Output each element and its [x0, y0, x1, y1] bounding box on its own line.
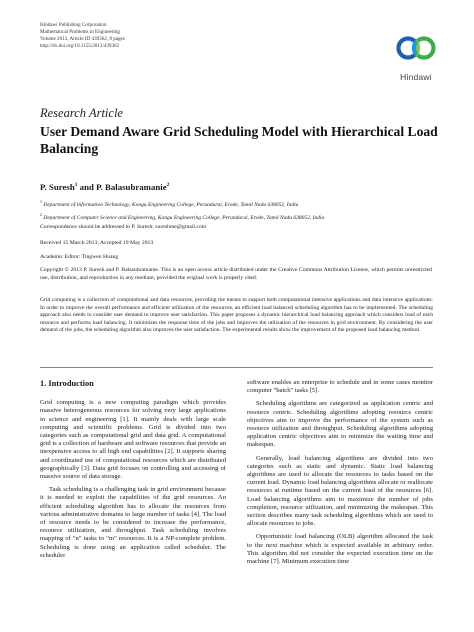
correspondence: Correspondence should be addressed to P. Suresh; sureshme@gmail.com: [40, 224, 207, 230]
paragraph: Grid computing is a new computing paradigm which provides massive heterogeneous resources for solving very large applications in science and engineering [1]. It mainly deals with large scale computing and scientific problems. Grid is divided into two categories such as computational grid and data grid. A computational grid is a collection of hardware and software resources that provide an inexpensive access to all high end capabilities [2]. It supports sharing and coordinated use of computational resources which are distributed geographically [3]. Data grid focuses on controlling and accessing of massive source of data storage.: [40, 399, 226, 481]
publisher-line: Hindawi Publishing Corporation: [40, 22, 107, 28]
paper-title: User Demand Aware Grid Scheduling Model with Hierarchical Load Balancing: [40, 124, 438, 156]
academic-editor: Academic Editor: Tingwen Huang: [40, 254, 119, 260]
affiliation-text: Department of Computer Science and Engineering, Kongu Engineering College, Perundurai, Erode, Tamil Nadu 638052, India: [43, 214, 325, 221]
article-type: Research Article: [40, 106, 123, 120]
author-affiliation-mark: 1: [74, 182, 78, 189]
author-list: [40, 182, 169, 192]
hindawi-logo-text: Hindawi: [400, 72, 432, 82]
paragraph: Opportunistic load balancing (OLB) algorithm allocated the task to the next machine which is expected available in arbitrary order. This algorithm did not consider the expected execution time on the machine [7]. Minimum execution time: [247, 533, 433, 566]
hindawi-logo: [391, 34, 441, 84]
received-dates: Received 15 March 2013; Accepted 19 May 2013: [40, 240, 154, 246]
author-name: P. Balasubramanie: [96, 182, 167, 192]
right-column: [247, 379, 433, 566]
affiliation-mark: 1: [40, 199, 42, 204]
copyright-notice: Copyright © 2013 P. Suresh and P. Balasubramanie. This is an open access article distributed under the Creative Commons Attribution License, which permits unrestricted use, distribution, and reproduction in any medium, provided the original work is properly cited.: [40, 267, 432, 281]
author-affiliation-mark: 2: [166, 182, 170, 189]
section-divider: [40, 367, 433, 368]
journal-header: [40, 22, 340, 50]
abstract: Grid computing is a collection of computational and data resources, providing the means to support both computational intensive applications and data intensive applications. In order to improve the overall performance and efficient utilization of the resources, an efficient load balanced scheduling algorithm has to be implemented. The scheduling approach also needs to consider user demand to improve user satisfaction. This paper proposes a dynamic hierarchical load balancing approach which considers load of each resource and performs load balancing. It minimizes the response time of the jobs and improves the utilization of the resources in grid environment. By considering the user demand of the jobs, the scheduling algorithm also improves the user satisfaction. The experimental results show the improvement of the proposed load balancing method.: [40, 297, 433, 334]
paragraph: software enables an enterprise to schedule and in some cases monitor computer "batch" tasks [5].: [247, 379, 433, 395]
paragraph: Generally, load balancing algorithms are divided into two categories such as static and dynamic. Static load balancing algorithms are used to allocate the resources to tasks based on the current load. Dynamic load balancing algorithms allocate or reallocate resources at runtime based on the current load of the resources [6]. Load balancing algorithms aim to maximize the number of jobs completion, resource utilization, and minimizing the makespan. This section describes many task scheduling algorithms which are used to allocate resources to jobs.: [247, 454, 433, 528]
affiliation-mark: 2: [40, 211, 42, 217]
affiliation: [40, 210, 440, 223]
hindawi-logo-icon: [391, 34, 441, 72]
affiliations: [40, 197, 440, 223]
affiliation-text: Department of Information Technology, Kongu Engineering College, Perundurai, Erode, Tamil Nadu 638052, India: [43, 201, 299, 208]
paragraph: Scheduling algorithms are categorized as application centric and resource centric. Scheduling algorithms adopting resource centric objectives aim to improve the performance of the system such as resource utilization and throughput. Scheduling algorithms adopting application centric objectives aim to minimize the waiting time and makespan.: [247, 400, 433, 449]
section-heading: 1. Introduction: [40, 379, 94, 388]
affiliation: [40, 197, 440, 210]
paragraph: Task scheduling is a challenging task in grid environment because it is needed to exploit the capabilities of the grid resources. An efficient scheduling algorithm has to allocate the resources from various administrative domains to large number of tasks [4]. The load of resource needs to be considered to increase the performance, resource utilization, and throughput. Task scheduling involves mapping of "n" tasks to "m" resources. It is a NP-complete problem. Scheduling is done using an application called scheduler. The scheduler: [40, 486, 226, 559]
doi-link[interactable]: http://dx.doi.org/10.1155/2013/439362: [40, 43, 120, 49]
left-column: [40, 380, 226, 560]
author-name: P. Suresh: [40, 182, 75, 192]
journal-name-line: Mathematical Problems in Engineering: [40, 29, 120, 35]
volume-line: Volume 2013, Article ID 439362, 8 pages: [40, 36, 125, 42]
author-joiner: and: [77, 182, 97, 192]
